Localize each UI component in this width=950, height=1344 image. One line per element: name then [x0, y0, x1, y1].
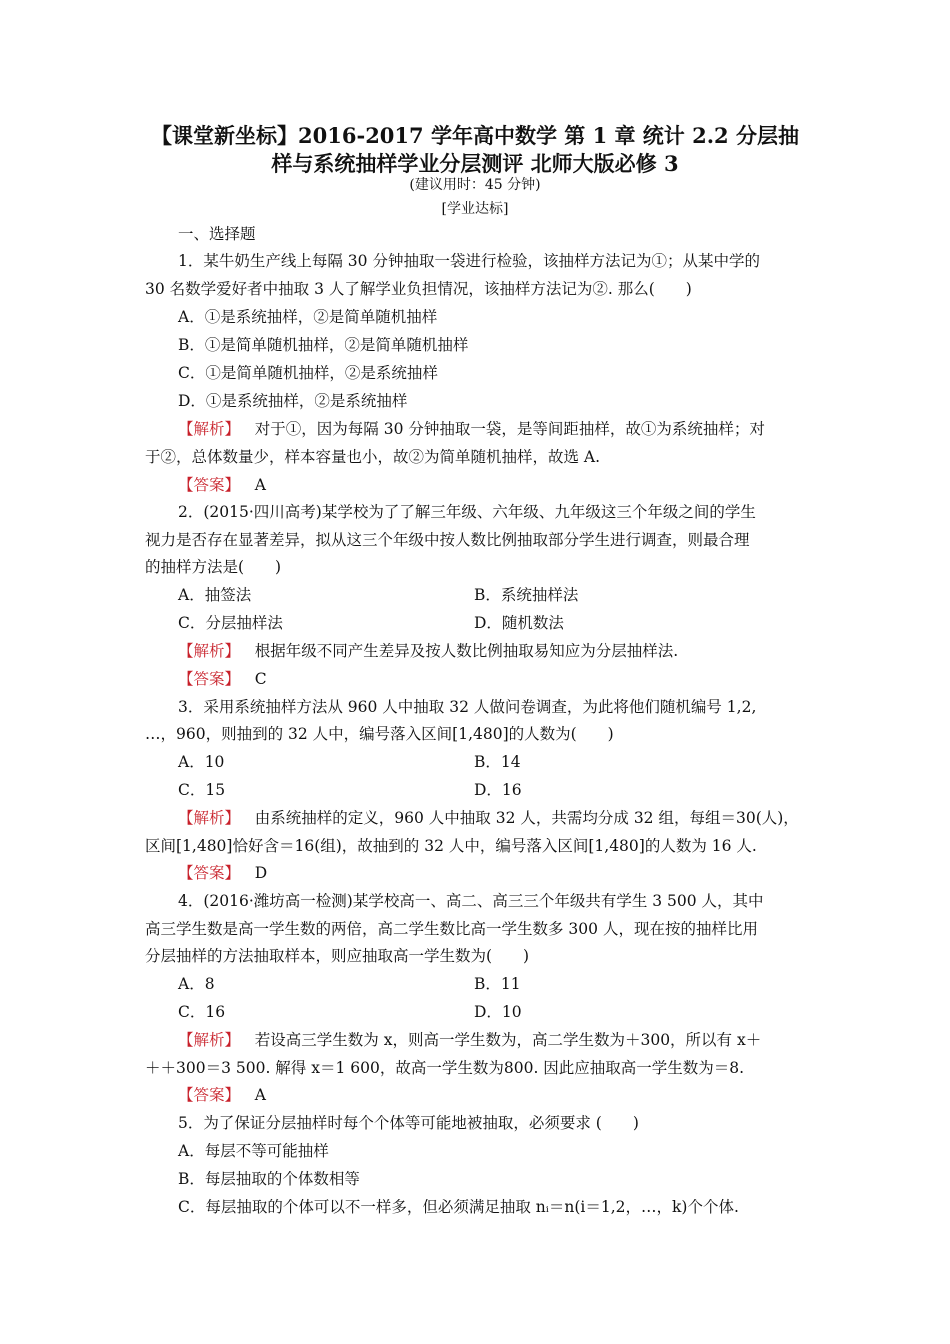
- q2-answer: [178, 669, 267, 689]
- q1-stem-line-1: 1．某牛奶生产线上每隔 30 分钟抽取一袋进行检验，该抽样方法记为①；从某中学的: [178, 252, 760, 270]
- q3-stem-line-1: 3．采用系统抽样方法从 960 人中抽取 32 人做问卷调查，为此将他们随机编号 1,2,: [178, 698, 757, 716]
- q1-analysis-line-1: [178, 419, 765, 439]
- q5-option-a: A．每层不等可能抽样: [178, 1142, 329, 1160]
- q5-stem: 5．为了保证分层抽样时每个个体等可能地被抽取，必须要求 ( ): [178, 1114, 639, 1132]
- analysis-tag: 【解析】: [178, 809, 241, 827]
- q4-option-a: A．8: [178, 975, 215, 993]
- level-heading: [学业达标]: [441, 201, 509, 217]
- q3-stem-line-2: …，960，则抽到的 32 人中，编号落入区间[1,480]的人数为( ): [145, 725, 614, 743]
- q4-answer: [178, 1085, 266, 1105]
- answer-value: A: [254, 1086, 266, 1104]
- answer-tag: 【答案】: [178, 670, 241, 688]
- q3-option-b: B．14: [474, 753, 521, 771]
- q3-option-a: A．10: [178, 753, 225, 771]
- q2-analysis: [178, 641, 678, 661]
- answer-tag: 【答案】: [178, 1086, 241, 1104]
- q1-stem-line-2: 30 名数学爱好者中抽取 3 人了解学业负担情况，该抽样方法记为②. 那么( ): [145, 280, 692, 298]
- q4-analysis-line-1: [178, 1030, 761, 1050]
- q4-option-d: D．10: [474, 1003, 522, 1021]
- title-line-2: 样与系统抽样学业分层测评 北师大版必修 3: [271, 151, 679, 176]
- section-heading: 一、选择题: [178, 225, 256, 243]
- q5-option-c: C．每层抽取的个体可以不一样多，但必须满足抽取 nᵢ＝n(i＝1,2，…，k)个个体.: [178, 1198, 739, 1216]
- q4-option-c: C．16: [178, 1003, 226, 1021]
- q1-option-c: C．①是简单随机抽样，②是系统抽样: [178, 364, 438, 382]
- answer-tag: 【答案】: [178, 864, 241, 882]
- q4-option-b: B．11: [474, 975, 521, 993]
- q3-analysis-line-1: [178, 808, 799, 828]
- q2-stem-line-2: 视力是否存在显著差异，拟从这三个年级中按人数比例抽取部分学生进行调查，则最合理: [145, 531, 750, 549]
- answer-value: C: [254, 670, 267, 688]
- analysis-text: 若设高三学生数为 x，则高一学生数为，高二学生数为＋300，所以有 x＋: [254, 1031, 762, 1049]
- q2-option-d: D．随机数法: [474, 614, 564, 632]
- answer-value: A: [254, 476, 266, 494]
- analysis-text: 由系统抽样的定义，960 人中抽取 32 人，共需均分成 32 组，每组＝30(人)，: [254, 809, 799, 827]
- q4-stem-line-3: 分层抽样的方法抽取样本，则应抽取高一学生数为( ): [145, 947, 530, 965]
- q3-analysis-line-2: 区间[1,480]恰好含＝16(组)，故抽到的 32 人中，编号落入区间[1,480]的人数为 16 人.: [145, 837, 757, 855]
- answer-tag: 【答案】: [178, 476, 241, 494]
- analysis-tag: 【解析】: [178, 420, 241, 438]
- analysis-tag: 【解析】: [178, 642, 241, 660]
- time-hint: (建议用时：45 分钟): [409, 177, 541, 193]
- q1-answer: [178, 475, 266, 495]
- q5-option-b: B．每层抽取的个体数相等: [178, 1170, 360, 1188]
- q2-stem-line-3: 的抽样方法是( ): [145, 558, 282, 576]
- q3-answer: [178, 863, 267, 883]
- q2-stem-line-1: 2．(2015·四川高考)某学校为了了解三年级、六年级、九年级这三个年级之间的学生: [178, 503, 756, 521]
- q1-option-d: D．①是系统抽样，②是系统抽样: [178, 392, 408, 410]
- q4-stem-line-2: 高三学生数是高一学生数的两倍，高二学生数比高一学生数多 300 人，现在按的抽样比用: [145, 920, 758, 938]
- q1-option-a: A．①是系统抽样，②是简单随机抽样: [178, 308, 438, 326]
- analysis-tag: 【解析】: [178, 1031, 241, 1049]
- q1-analysis-line-2: 于②，总体数量少，样本容量也小，故②为简单随机抽样，故选 A.: [145, 448, 601, 466]
- title-line-1: 【课堂新坐标】2016-2017 学年高中数学 第 1 章 统计 2.2 分层抽: [151, 123, 799, 148]
- document-title: [100, 122, 850, 178]
- analysis-text: 对于①，因为每隔 30 分钟抽取一袋，是等间距抽样，故①为系统抽样；对: [254, 420, 765, 438]
- q4-stem-line-1: 4．(2016·潍坊高一检测)某学校高一、高二、高三三个年级共有学生 3 500 人，其中: [178, 892, 764, 910]
- answer-value: D: [254, 864, 268, 882]
- analysis-text: 根据年级不同产生差异及按人数比例抽取易知应为分层抽样法.: [254, 642, 679, 660]
- q3-option-d: D．16: [474, 781, 522, 799]
- q4-analysis-line-2: ＋＋300＝3 500. 解得 x＝1 600，故高一学生数为800. 因此应抽取高一学生数为＝8.: [145, 1059, 745, 1077]
- q2-option-b: B．系统抽样法: [474, 586, 579, 604]
- q2-option-a: A．抽签法: [178, 586, 252, 604]
- q2-option-c: C．分层抽样法: [178, 614, 283, 632]
- q1-option-b: B．①是简单随机抽样，②是简单随机抽样: [178, 336, 469, 354]
- q3-option-c: C．15: [178, 781, 226, 799]
